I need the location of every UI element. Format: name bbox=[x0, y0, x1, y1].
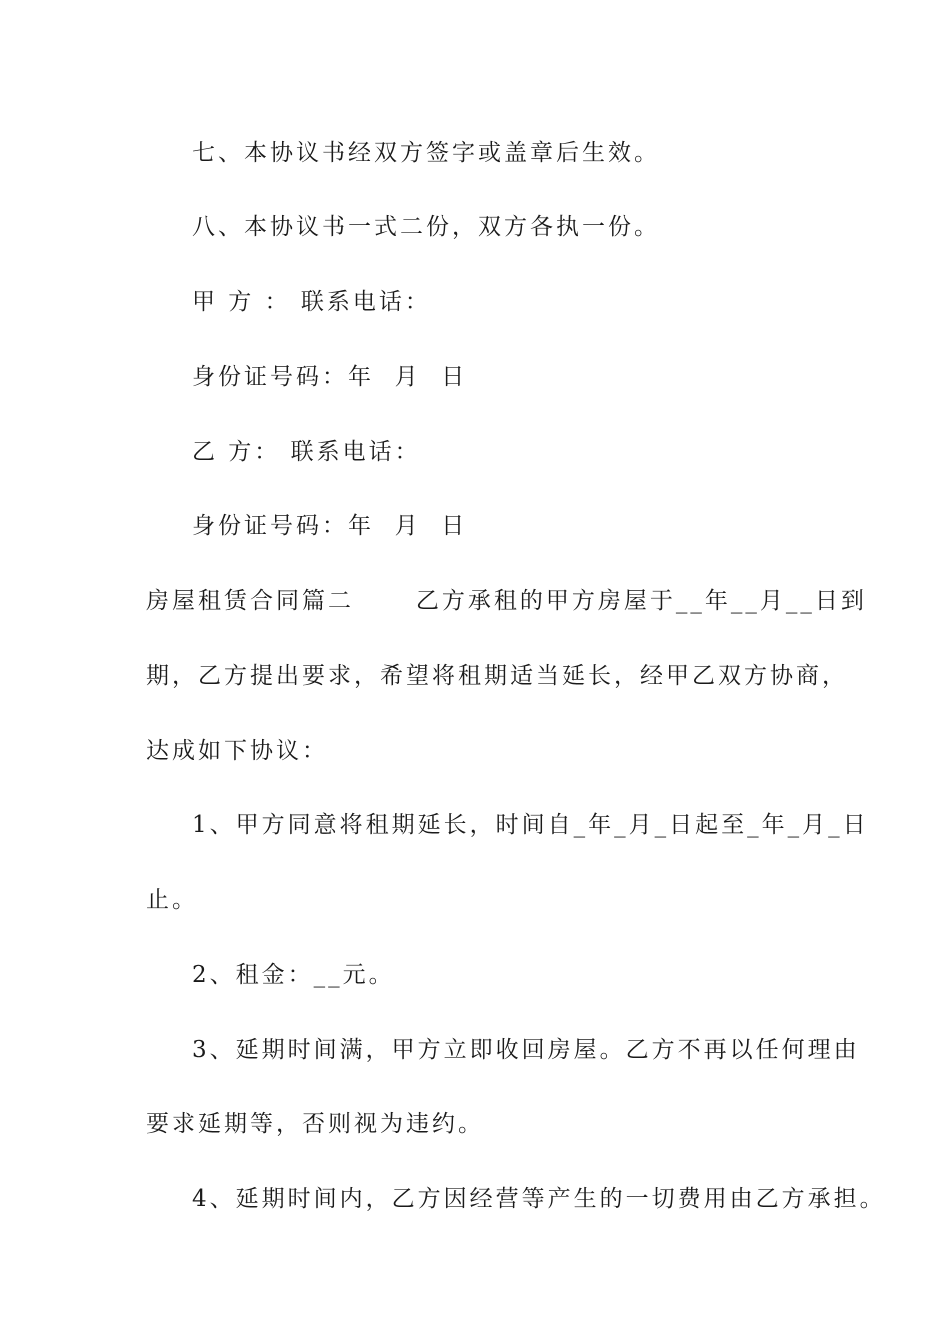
section-two-heading-line: 房屋租赁合同篇二 乙方承租的甲方房屋于__年__月__日到 bbox=[146, 588, 867, 614]
clause-three-end-line: 要求延期等，否则视为违约。 bbox=[146, 1111, 484, 1137]
party-b-id-date-line: 身份证号码：年 月 日 bbox=[192, 513, 468, 539]
paragraph-line: 期，乙方提出要求，希望将租期适当延长，经甲乙双方协商， bbox=[146, 663, 848, 689]
clause-two-line: 2、租金：__元。 bbox=[192, 962, 395, 988]
clause-one-end-line: 止。 bbox=[146, 887, 198, 913]
party-a-id-date-line: 身份证号码：年 月 日 bbox=[192, 364, 468, 390]
clause-one-line: 1、甲方同意将租期延长，时间自_年_月_日起至_年_月_日 bbox=[192, 812, 869, 838]
paragraph-line: 达成如下协议： bbox=[146, 738, 328, 764]
party-b-phone-line: 乙 方： 联系电话： bbox=[192, 439, 421, 465]
party-a-phone-line: 甲 方 ： 联系电话： bbox=[192, 289, 431, 315]
clause-eight: 八、本协议书一式二份，双方各执一份。 bbox=[192, 214, 660, 240]
clause-seven: 七、本协议书经双方签字或盖章后生效。 bbox=[192, 140, 660, 166]
clause-four-line: 4、延期时间内，乙方因经营等产生的一切费用由乙方承担。 bbox=[192, 1186, 886, 1212]
clause-three-line: 3、延期时间满，甲方立即收回房屋。乙方不再以任何理由 bbox=[192, 1037, 860, 1063]
